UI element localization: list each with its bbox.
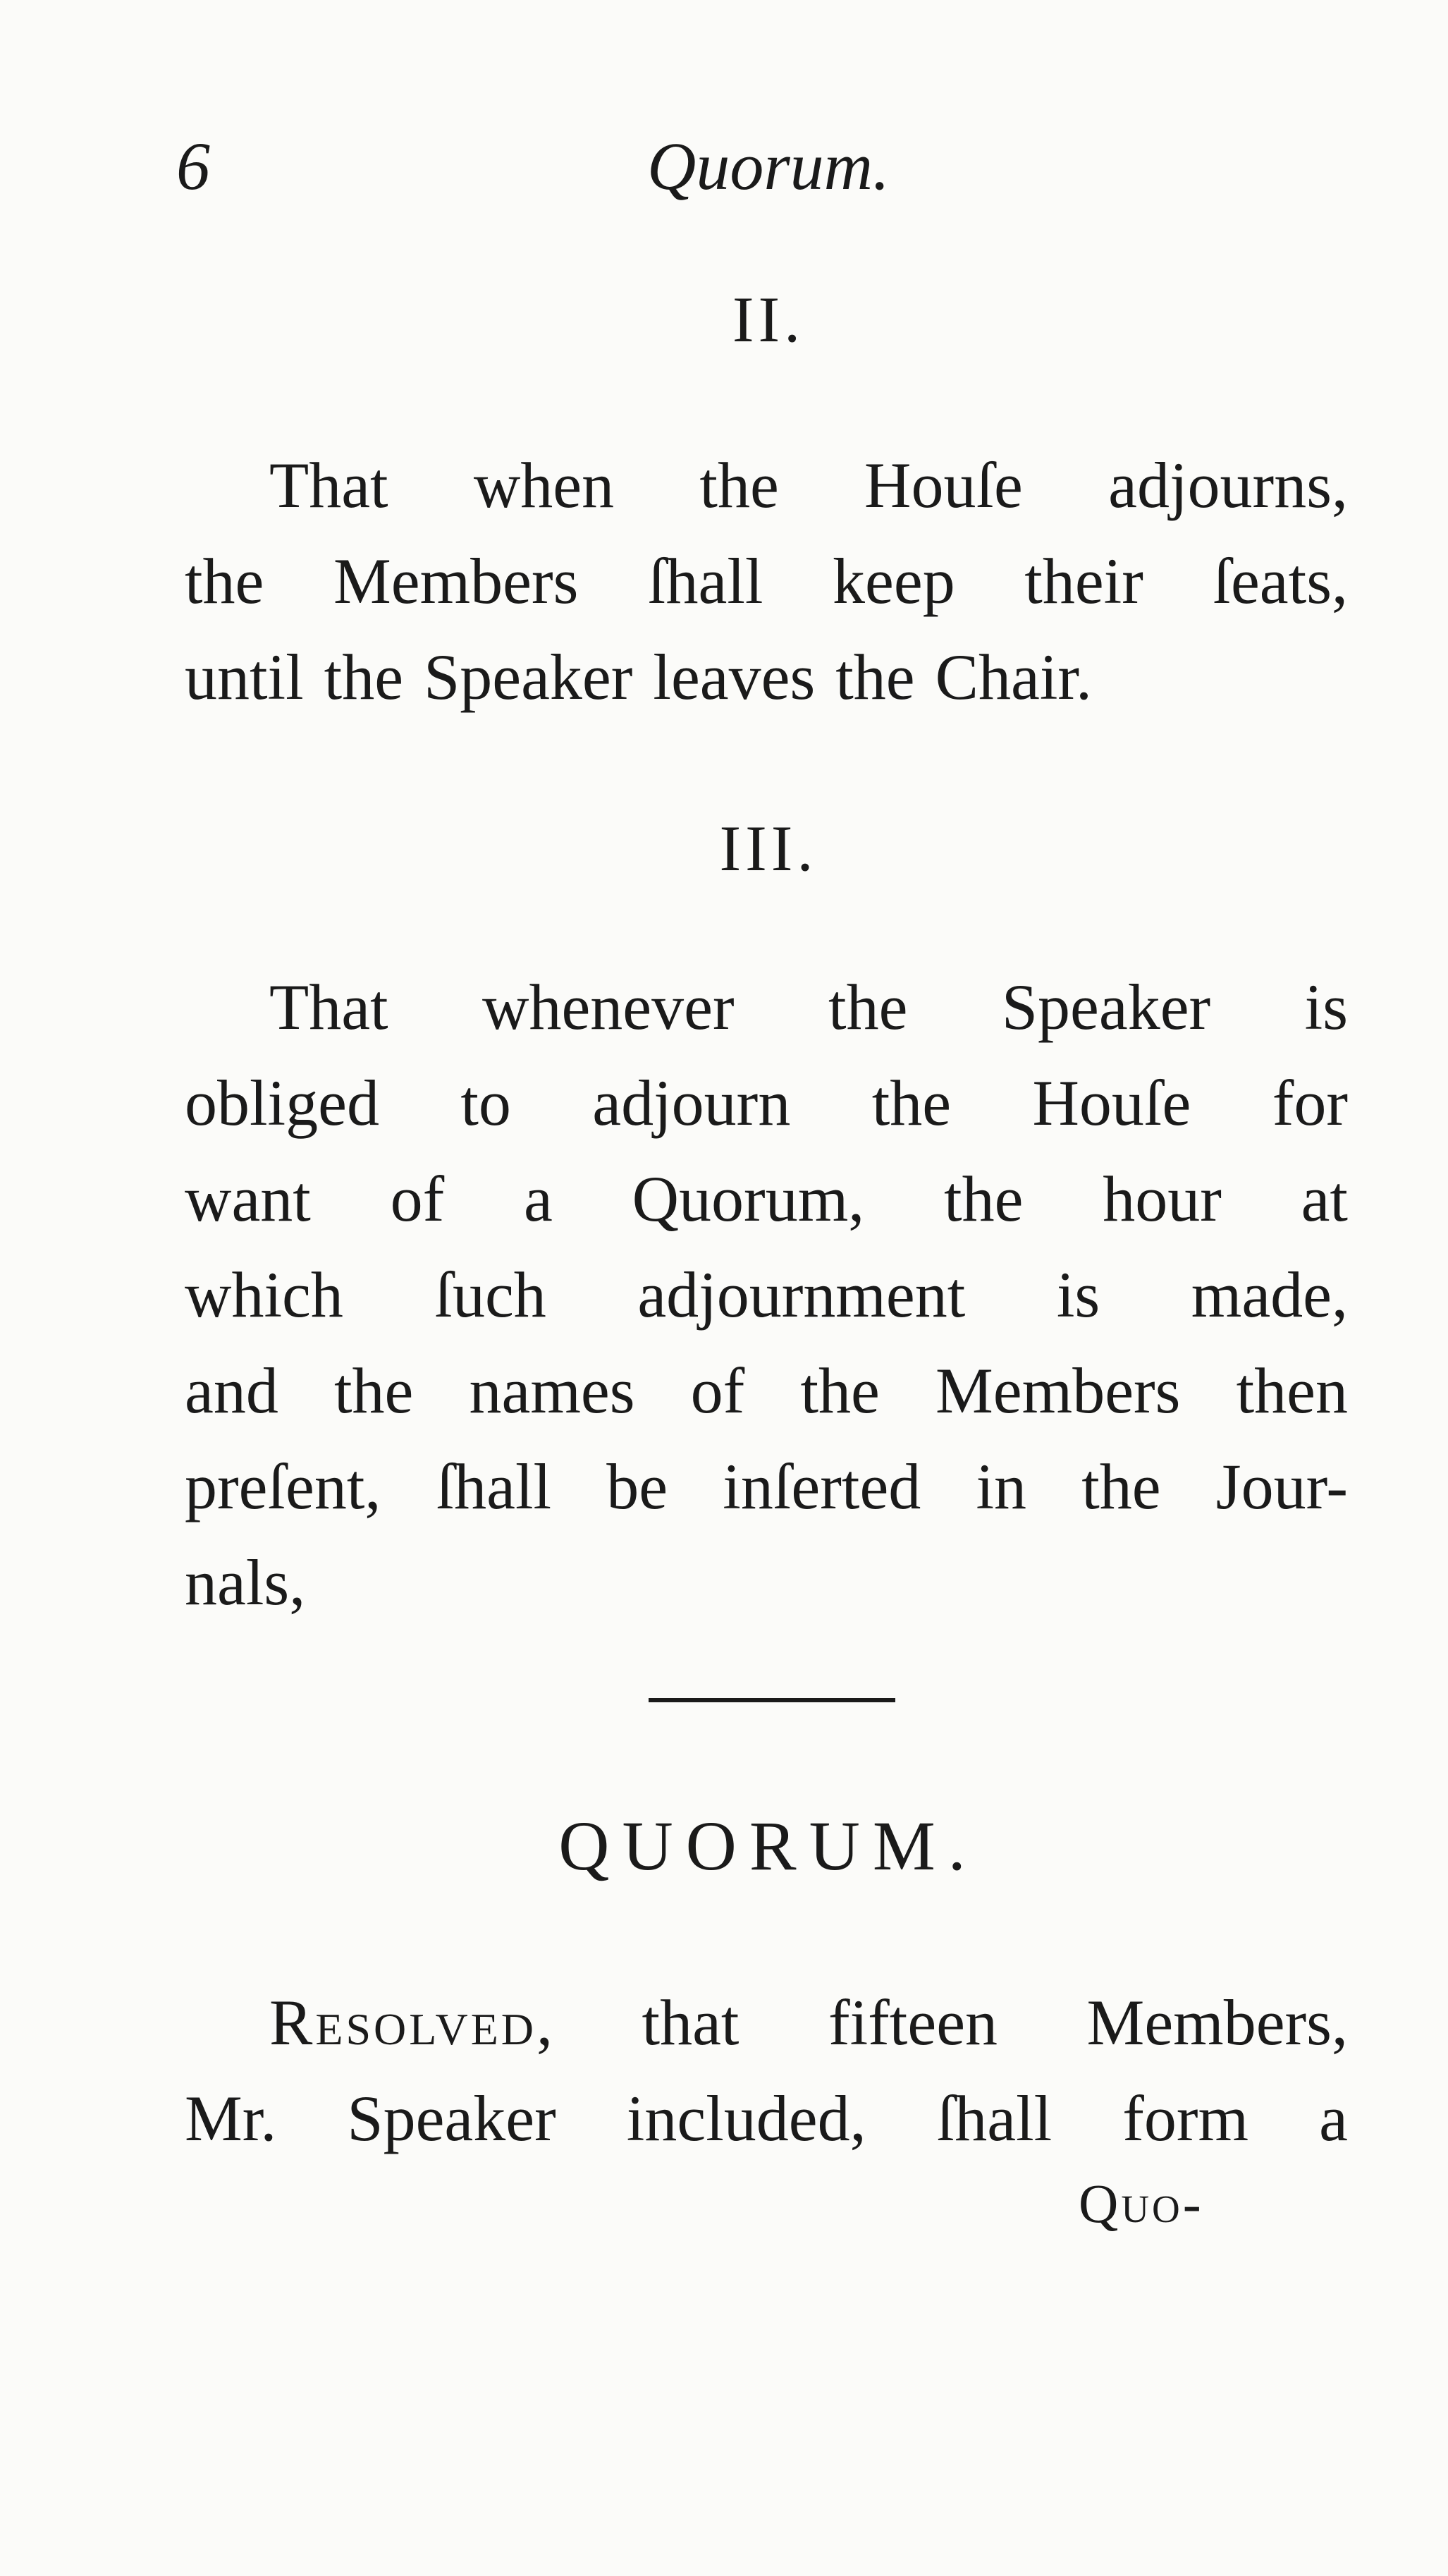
page-number: 6 [176,128,210,204]
section-number-iii: III. [719,812,818,884]
text-line-rest: , that fifteen Members, [536,1986,1348,2058]
text-line: obliged to adjourn the Houſe for [185,1067,1348,1139]
text-line: nals, [185,1546,306,1618]
section-divider-rule [649,1698,895,1702]
section-ii-text [185,437,1348,725]
text-line: the Members ſhall keep their ſeats, [185,545,1348,617]
text-line: which ſuch adjournment is made, [185,1259,1348,1331]
text-line: Mr. Speaker included, ſhall form a [185,2082,1348,2154]
section-number-ii: II. [732,283,805,355]
section-iii-text [185,959,1348,1630]
text-line: want of a Quorum, the hour at [185,1163,1348,1235]
text-line: That when the Houſe adjourns, [269,449,1348,521]
text-line: until the Speaker leaves the Chair. [185,641,1092,713]
page-header [176,127,1361,219]
text-line: preſent, ſhall be inſerted in the Jour- [185,1451,1348,1522]
text-line: That whenever the Speaker is [269,971,1348,1043]
text-line: and the names of the Members then [185,1355,1348,1427]
text-line [185,1974,1348,2070]
quorum-heading: QUORUM. [558,1807,978,1885]
quorum-text [185,1974,1348,2166]
catchword: Quo- [1079,2173,1204,2234]
resolved-word: Resolved [269,1986,537,2058]
running-head: Quorum. [646,128,890,204]
